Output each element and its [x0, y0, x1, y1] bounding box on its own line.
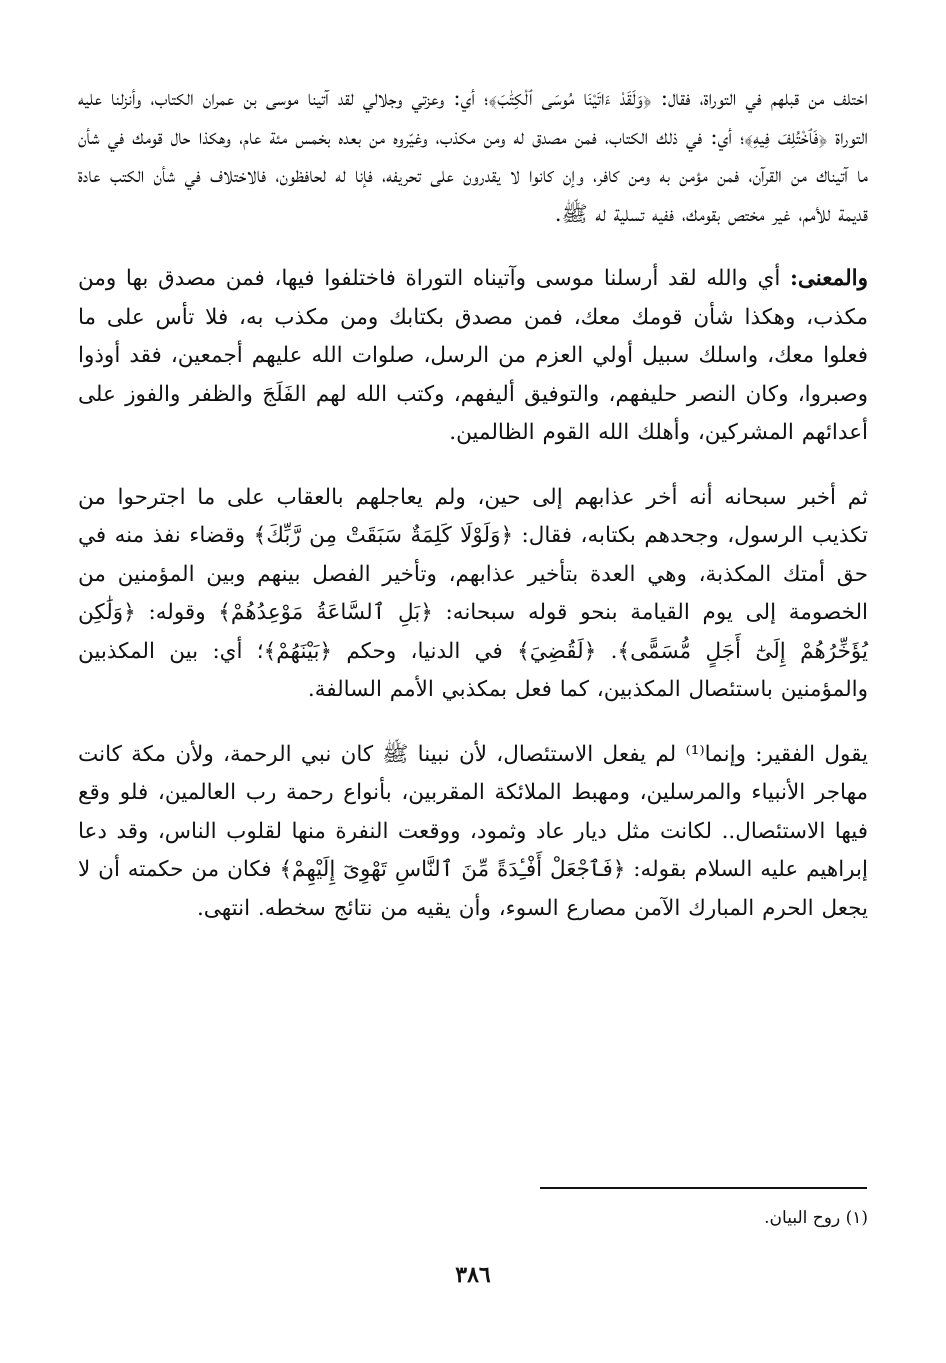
paragraph-2: [78, 260, 868, 453]
paragraph-text: اختلف من قبلهم في التوراة، فقال: ﴿وَلَقَدْ ءَاتَيْنَا مُوسَى ٱلْكِتَٰبَ﴾؛ أي: وعزتي وجلالي لقد آتينا موسى بن عمران الكتاب، وأنزلنا عليه التوراة ﴿فَٱخْتُلِفَ فِيهِ﴾؛ أي: في ذلك الكتاب، فمن مصدق له ومن مكذب، وغيّروه من بعده بخمس مئة عام، وهكذا حال قومك في شأن ما آتيناك من القرآن، فمن مؤمن به ومن كافر، وإن كانوا لا يقدرون على تحريفه، فإنا له لحافظون، فالاختلاف في شأن الكتب عادة قديمة للأمم، غير مختص بقومك، ففيه تسلية له ﷺ.: [78, 86, 868, 227]
paragraph-lead: والمعنى:: [789, 266, 868, 291]
footnote: (١) روح البيان.: [764, 1208, 868, 1228]
body-text: [78, 80, 868, 954]
paragraph-1: [78, 80, 868, 234]
paragraph-text: يقول الفقير: وإنما⁽¹⁾ لم يفعل الاستئصال، لأن نبينا ﷺ كان نبي الرحمة، ولأن مكة كانت مهاجر الأنبياء والمرسلين، ومهبط الملائكة المقربين، بأنواع رحمة رب العالمين، فلو وقع فيها الاستئصال.. لكانت مثل ديار عاد وثمود، ووقعت النفرة منها لقلوب الناس، وقد دعا إبراهيم عليه السلام بقوله: ﴿فَٱجْعَلْ أَفْـِٔدَةً مِّنَ ٱلنَّاسِ تَهْوِىٓ إِلَيْهِمْ﴾ فكان من حكمته أن لا يجعل الحرم المبارك الآمن مصارع السوء، وأن يقيه من نتائج سخطه. انتهى.: [78, 741, 868, 921]
paragraph-text: ثم أخبر سبحانه أنه أخر عذابهم إلى حين، ولم يعاجلهم بالعقاب على ما اجترحوا من تكذيب الرسول، وجحدهم بكتابه، فقال: ﴿وَلَوْلَا كَلِمَةٌ سَبَقَتْ مِن رَّبِّكَ﴾ وقضاء نفذ منه في حق أمتك المكذبة، وهي العدة بتأخير عذابهم، وتأخير الفصل بينهم وبين المؤمنين من الخصومة إلى يوم القيامة بنحو قوله سبحانه: ﴿بَلِ ٱلسَّاعَةُ مَوْعِدُهُمْ﴾ وقوله: ﴿وَلَٰكِن يُؤَخِّرُهُمْ إِلَىٰٓ أَجَلٍ مُّسَمًّى﴾. ﴿لَقُضِيَ﴾ في الدنيا، وحكم ﴿بَيْنَهُمْ﴾؛ أي: بين المكذبين والمؤمنين باستئصال المكذبين، كما فعل بمكذبي الأمم السالفة.: [78, 484, 868, 702]
paragraph-3: [78, 479, 868, 710]
footnote-separator: [540, 1187, 867, 1189]
paragraph-text: أي والله لقد أرسلنا موسى وآتيناه التوراة فاختلفوا فيها، فمن مصدق بها ومن مكذب، وهكذا شأن قومك معك، فمن مصدق بكتابك ومن مكذب به، فلا تأس على ما فعلوا معك، واسلك سبيل أولي العزم من الرسل، صلوات الله عليهم أجمعين، فقد أوذوا وصبروا، وكان النصر حليفهم، والتوفيق أليفهم، وكتب الله لهم الفَلَجَ والظفر والفوز على أعدائهم المشركين، وأهلك الله القوم الظالمين.: [78, 266, 868, 445]
page-number: ٣٨٦: [455, 1262, 491, 1288]
paragraph-4: [78, 736, 868, 929]
